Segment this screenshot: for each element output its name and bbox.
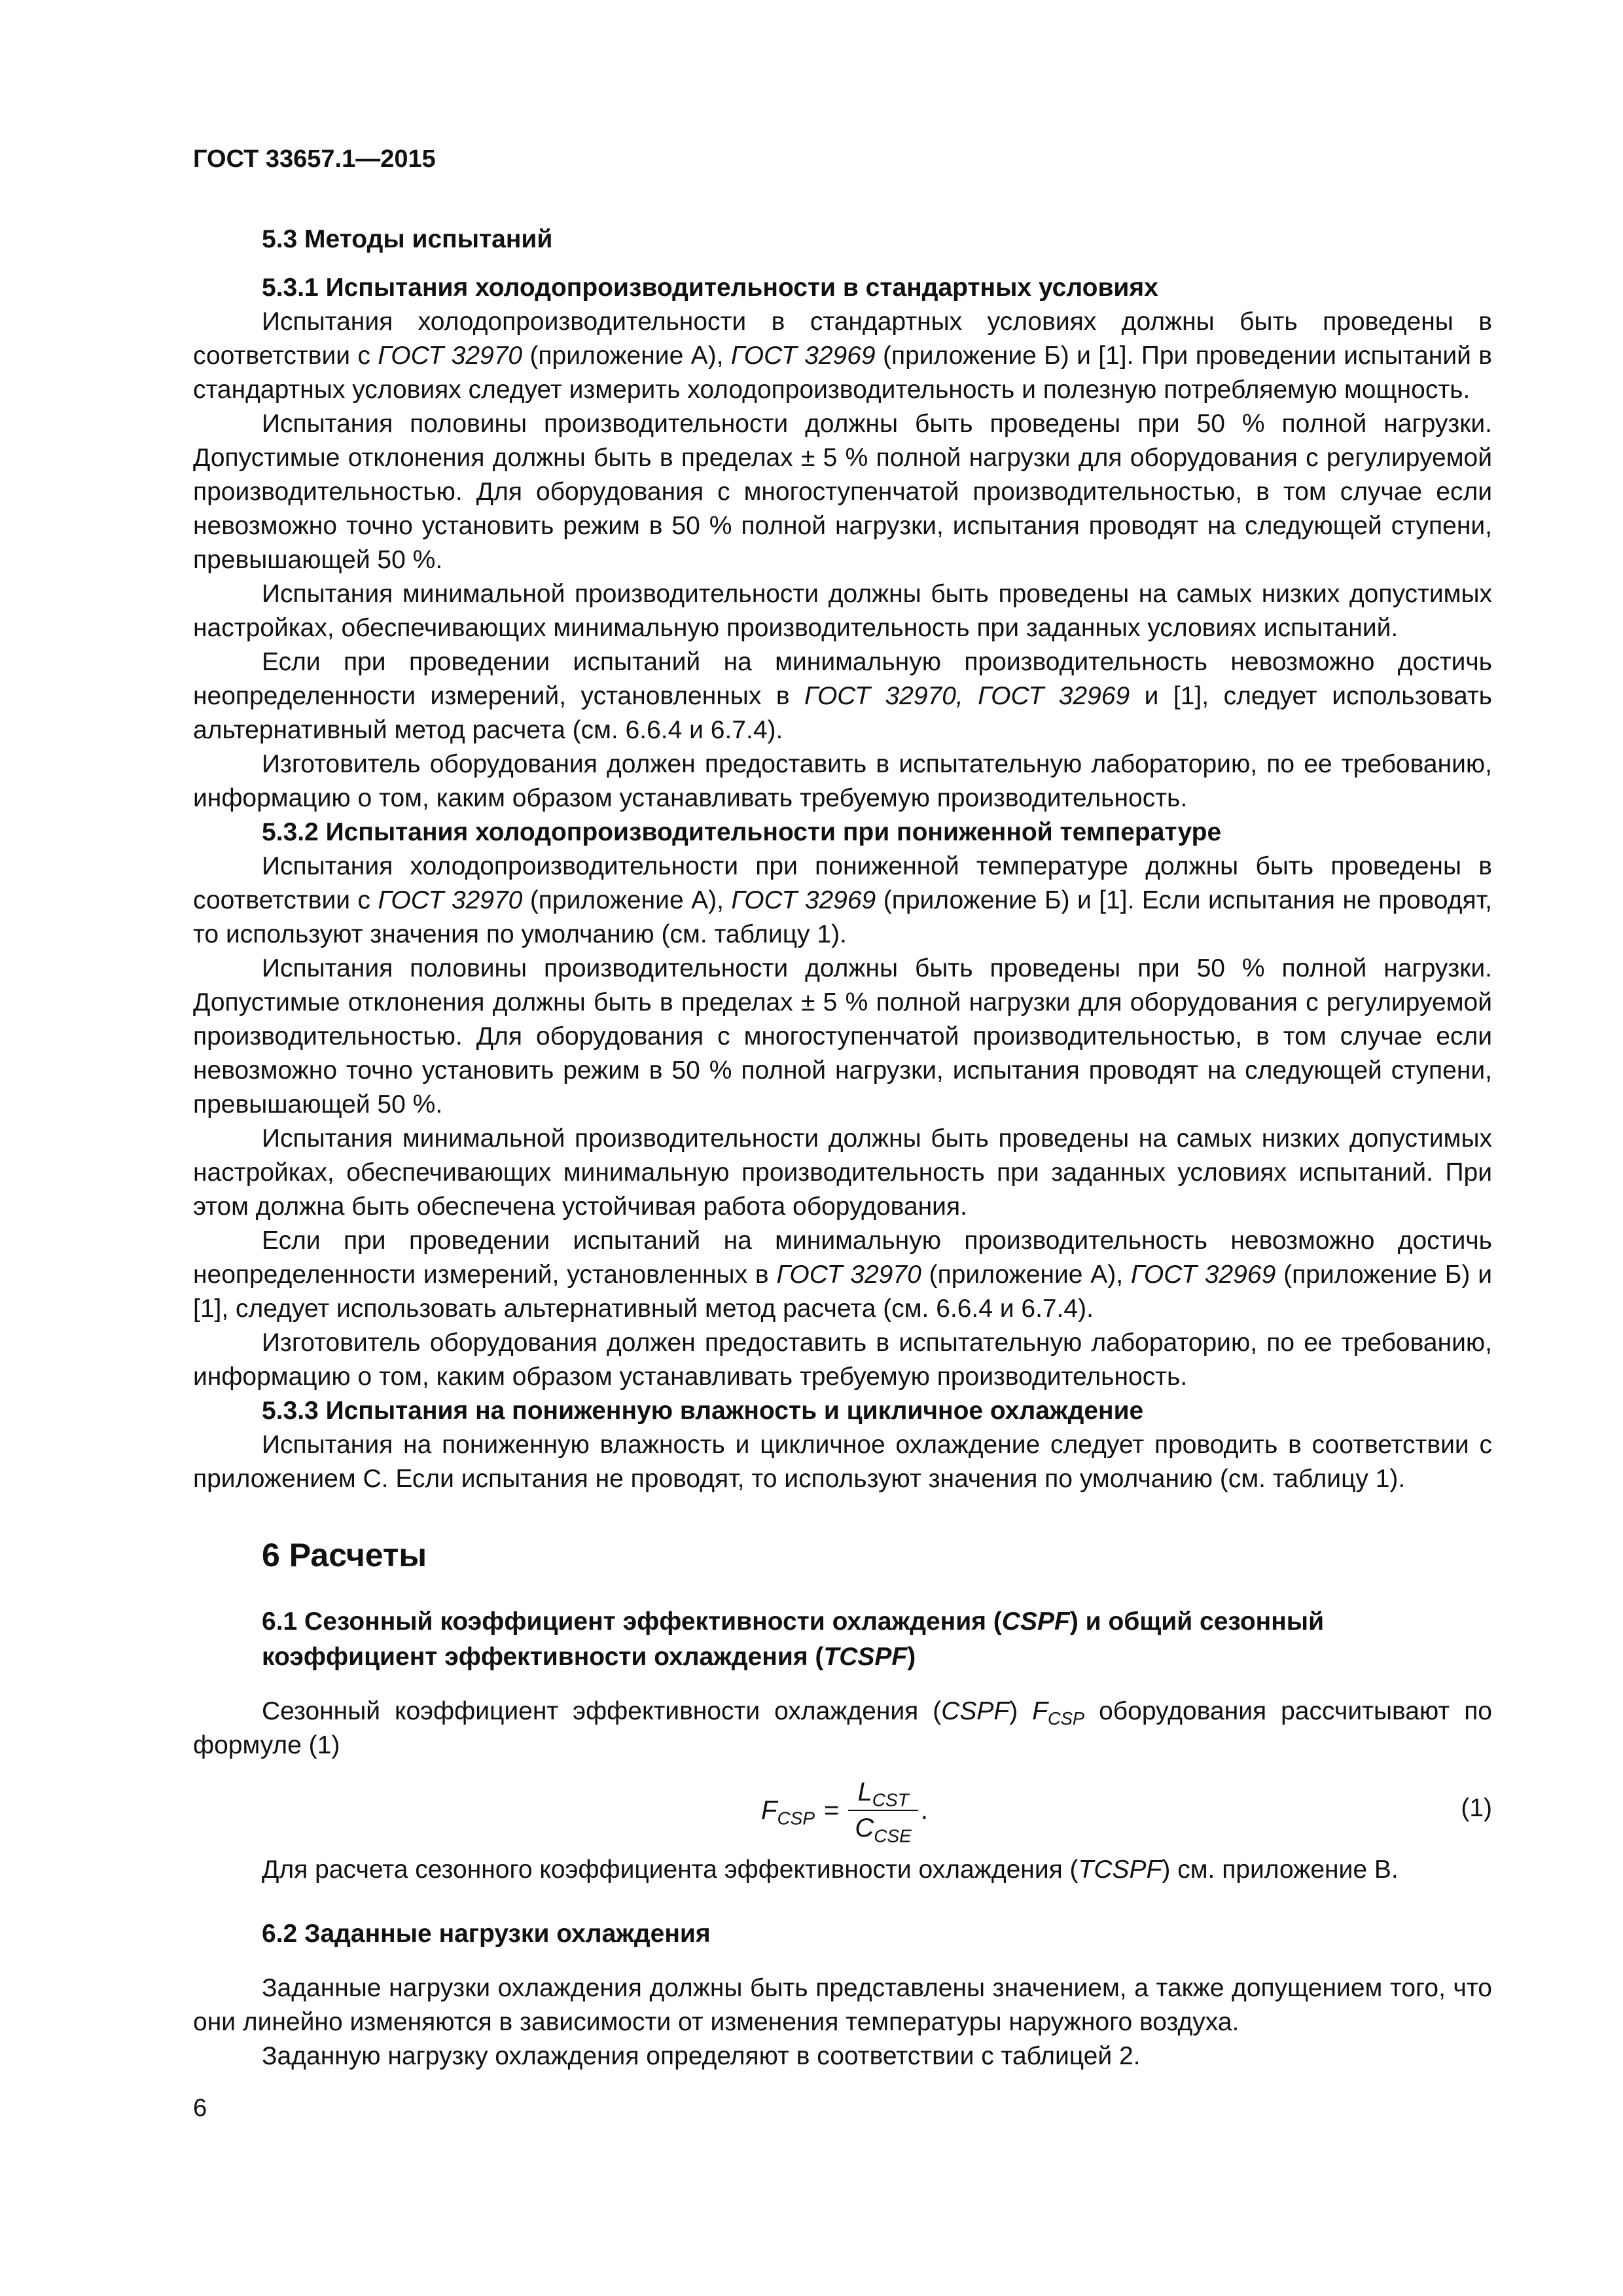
section-6-2-heading: 6.2 Заданные нагрузки охлаждения	[262, 1920, 711, 1948]
document-code: ГОСТ 33657.1—2015	[193, 145, 436, 173]
text-run: (приложение Б) и [1]. При проведении испытаний в стандартных условиях следует измерить холодопроизводительность и полезную потребляемую мощность.	[193, 342, 1492, 404]
paragraph: Испытания на пониженную влажность и цикличное охлаждение следует проводить в соответствии с приложением С. Если испытания не проводят, то используют значения по умолчанию (см. таблицу 1).	[193, 1431, 1492, 1493]
abbreviation: CSPF	[1001, 1607, 1070, 1636]
formula-period: .	[920, 1795, 928, 1825]
paragraph: Изготовитель оборудования должен предоставить в испытательную лабораторию, по ее требованию, информацию о том, каким образом устанавливать требуемую производительность.	[193, 750, 1492, 812]
text-run: Сезонный коэффициент эффективности охлаждения (	[262, 1697, 942, 1725]
abbreviation: TCSPF	[1078, 1856, 1162, 1884]
text-run: оборудования рассчитывают по формуле (1)	[193, 1697, 1492, 1759]
denominator-subscript: CSE	[874, 1825, 912, 1846]
paragraph: Испытания половины производительности должны быть проведены при 50 % полной нагрузки. Допустимые отклонения должны быть в пределах ± 5 % полной нагрузки для оборудования с регулируемой производительностью. Для оборудования с многоступенчатой производительностью, в том случае если невозможно точно установить режим в 50 % полной нагрузки, испытания проводят на следующей ступени, превышающей 50 %.	[193, 954, 1492, 1119]
formula-1	[193, 1768, 1492, 1853]
abbreviation: CSPF	[941, 1697, 1010, 1725]
text-run: ) и общий сезонный коэффициент эффективности охлаждения (	[262, 1607, 1325, 1671]
fraction-denominator	[848, 1810, 918, 1846]
paragraph: Испытания половины производительности должны быть проведены при 50 % полной нагрузки. Допустимые отклонения должны быть в пределах ± 5 % полной нагрузки для оборудования с регулируемой производительностью. Для оборудования с многоступенчатой производительностью, в том случае если невозможно точно установить режим в 50 % полной нагрузки, испытания проводят на следующей ступени, превышающей 50 %.	[193, 410, 1492, 574]
standard-reference: ГОСТ 32969	[730, 342, 876, 370]
text-run: (приложение А),	[522, 342, 731, 370]
standard-reference: ГОСТ 32970	[378, 886, 523, 914]
text-run: Если при проведении испытаний на минимальную производительность невозможно достичь неопределенности измерений, установленных в	[193, 648, 1492, 710]
abbreviation: TCSPF	[823, 1643, 908, 1671]
equals-sign: =	[824, 1795, 840, 1825]
section-5-3-2-heading: 5.3.2 Испытания холодопроизводительности при пониженной температуре	[262, 818, 1222, 846]
text-run: )	[907, 1643, 916, 1671]
numerator-subscript: CST	[872, 1789, 909, 1810]
section-6-1-heading	[193, 1604, 1492, 1675]
paragraph	[193, 850, 1492, 952]
section-5-3-3-heading: 5.3.3 Испытания на пониженную влажность и цикличное охлаждение	[262, 1397, 1144, 1425]
standard-reference: ГОСТ 32970, ГОСТ 32969	[804, 682, 1130, 710]
fraction-numerator	[851, 1778, 915, 1810]
paragraph: Заданную нагрузку охлаждения определяют в соответствии с таблицей 2.	[262, 2042, 1141, 2070]
paragraph	[193, 305, 1492, 407]
page-number: 6	[193, 2094, 207, 2122]
text-run: (приложение Б) и [1]. Если испытания не проводят, то используют значения по умолчанию (см. таблицу 1).	[193, 886, 1492, 948]
page-content	[193, 223, 1492, 2073]
paragraph: Заданные нагрузки охлаждения должны быть представлены значением, а также допущением того, что они линейно изменяются в зависимости от изменения температуры наружного воздуха.	[193, 1974, 1492, 2036]
fraction	[848, 1778, 918, 1846]
symbol-subscript: CSP	[1048, 1708, 1085, 1729]
paragraph: Испытания минимальной производительности должны быть проведены на самых низких допустимых настройках, обеспечивающих минимальную производительность при заданных условиях испытаний.	[193, 580, 1492, 642]
standard-reference: ГОСТ 32970	[378, 342, 523, 370]
standard-reference: ГОСТ 32969	[731, 886, 876, 914]
paragraph: Испытания минимальной производительности должны быть проведены на самых низких допустимых настройках, обеспечивающих минимальную производительность при заданных условиях испытаний. При этом должна быть обеспечена устойчивая работа оборудования.	[193, 1124, 1492, 1221]
text-run: и [1], следует использовать альтернативный метод расчета (см. 6.6.4 и 6.7.4).	[193, 682, 1492, 744]
section-5-3-1-heading: 5.3.1 Испытания холодопроизводительности в стандартных условиях	[262, 274, 1158, 302]
section-5-3-heading: 5.3 Методы испытаний	[262, 225, 553, 253]
text-run: Для расчета сезонного коэффициента эффективности охлаждения (	[262, 1856, 1079, 1884]
text-run: ) см. приложение В.	[1162, 1856, 1399, 1884]
paragraph	[193, 1695, 1492, 1763]
text-run: Испытания холодопроизводительности в стандартных условиях должны быть проведены в соответствии с	[193, 308, 1492, 370]
section-6-heading: 6 Расчеты	[262, 1537, 427, 1573]
text-run: (приложение А),	[522, 886, 732, 914]
text-run: (приложение А),	[921, 1261, 1131, 1289]
numerator-symbol: L	[857, 1778, 872, 1806]
standard-reference: ГОСТ 32969	[1131, 1261, 1276, 1289]
standard-reference: ГОСТ 32970	[776, 1261, 921, 1289]
text-run: 6.1 Сезонный коэффициент эффективности охлаждения (	[262, 1607, 1002, 1636]
text-run: Испытания холодопроизводительности при пониженной температуре должны быть проведены в соответствии с	[193, 852, 1492, 914]
formula-expression	[761, 1768, 928, 1853]
text-run: )	[1009, 1697, 1033, 1725]
paragraph	[193, 1224, 1492, 1326]
equation-number: (1)	[1461, 1794, 1492, 1822]
formula-lhs-subscript: CSP	[777, 1807, 815, 1828]
paragraph: Изготовитель оборудования должен предоставить в испытательную лабораторию, по ее требованию, информацию о том, каким образом устанавливать требуемую производительность.	[193, 1329, 1492, 1391]
paragraph	[193, 1853, 1492, 1887]
paragraph	[193, 645, 1492, 747]
text-run: Если при проведении испытаний на минимальную производительность невозможно достичь неопределенности измерений, установленных в	[193, 1227, 1492, 1289]
formula-lhs: F	[761, 1795, 777, 1825]
denominator-symbol: C	[855, 1814, 874, 1842]
symbol: F	[1032, 1697, 1048, 1725]
text-run: (приложение Б) и [1], следует использовать альтернативный метод расчета (см. 6.6.4 и 6.7.4).	[193, 1261, 1493, 1323]
